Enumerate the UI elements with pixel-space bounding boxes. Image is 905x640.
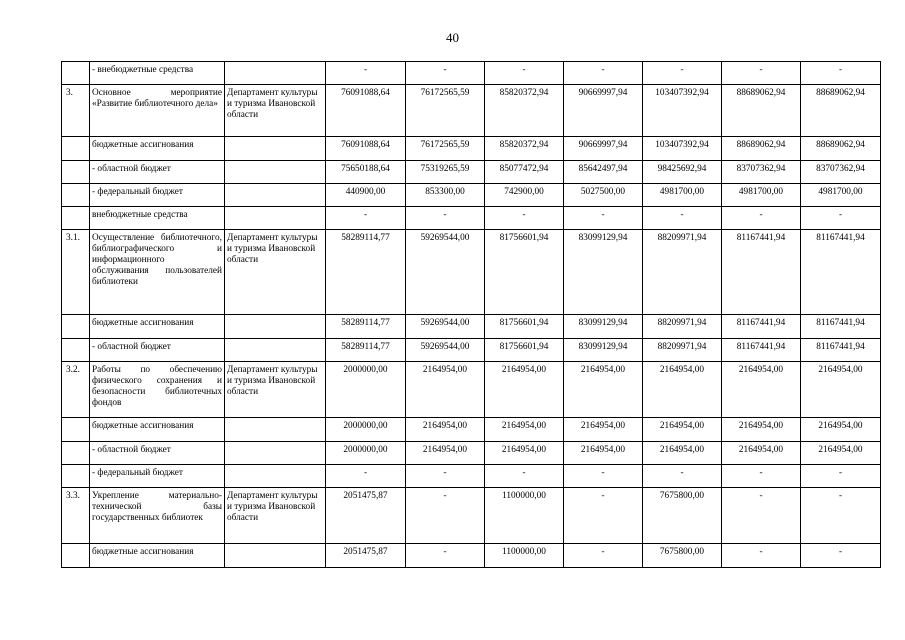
row-value-cell: 2164954,00: [643, 442, 722, 465]
row-department-cell: Департамент культуры и туризма Ивановской области: [225, 230, 326, 315]
row-value-cell: 1100000,00: [485, 488, 564, 544]
row-description-cell: бюджетные ассигнования: [90, 544, 225, 568]
budget-table: [61, 61, 881, 568]
row-value-cell: 58289114,77: [326, 230, 406, 315]
row-value-cell: -: [801, 62, 881, 85]
row-value-cell: 2164954,00: [485, 362, 564, 418]
row-department-cell: [225, 62, 326, 85]
row-value-cell: -: [485, 465, 564, 488]
row-value-cell: -: [564, 465, 643, 488]
row-value-cell: 90669997,94: [564, 85, 643, 137]
row-value-cell: -: [801, 207, 881, 230]
row-value-cell: 81167441,94: [801, 230, 881, 315]
row-value-cell: -: [643, 62, 722, 85]
row-value-cell: 81167441,94: [801, 339, 881, 362]
table-row: [62, 161, 881, 184]
row-value-cell: 1100000,00: [485, 544, 564, 568]
row-value-cell: 76091088,64: [326, 137, 406, 161]
row-value-cell: 7675800,00: [643, 488, 722, 544]
row-description-cell: Работы по обеспечению физического сохранения и безопасности библиотечных фондов: [90, 362, 225, 418]
row-description-cell: бюджетные ассигнования: [90, 137, 225, 161]
row-value-cell: 88689062,94: [722, 137, 801, 161]
row-value-cell: -: [326, 465, 406, 488]
row-value-cell: -: [326, 62, 406, 85]
row-value-cell: -: [406, 207, 485, 230]
row-description-cell: Осуществление библиотечного, библиографического и информационного обслуживания пользователей библиотеки: [90, 230, 225, 315]
row-value-cell: -: [485, 207, 564, 230]
row-description-cell: Основное мероприятие «Развитие библиотечного дела»: [90, 85, 225, 137]
row-value-cell: 83707362,94: [801, 161, 881, 184]
row-value-cell: -: [801, 465, 881, 488]
row-description-cell: - областной бюджет: [90, 161, 225, 184]
row-value-cell: -: [722, 488, 801, 544]
row-code-cell: [62, 184, 90, 207]
row-value-cell: 59269544,00: [406, 339, 485, 362]
row-department-cell: [225, 465, 326, 488]
row-value-cell: 2164954,00: [485, 442, 564, 465]
row-description-cell: - внебюджетные средства: [90, 62, 225, 85]
row-value-cell: 2164954,00: [643, 418, 722, 442]
row-value-cell: 81167441,94: [801, 315, 881, 339]
row-value-cell: 2051475,87: [326, 488, 406, 544]
row-value-cell: -: [406, 544, 485, 568]
row-description-cell: - федеральный бюджет: [90, 184, 225, 207]
row-value-cell: 103407392,94: [643, 85, 722, 137]
row-value-cell: 2164954,00: [722, 442, 801, 465]
row-value-cell: 5027500,00: [564, 184, 643, 207]
row-value-cell: 59269544,00: [406, 230, 485, 315]
row-value-cell: 2164954,00: [564, 442, 643, 465]
row-value-cell: 81167441,94: [722, 230, 801, 315]
row-description-cell: Укрепление материально-технической базы государственных библиотек: [90, 488, 225, 544]
row-code-cell: 3.2.: [62, 362, 90, 418]
row-value-cell: 76172565,59: [406, 85, 485, 137]
row-value-cell: 2000000,00: [326, 442, 406, 465]
row-value-cell: 440900,00: [326, 184, 406, 207]
row-code-cell: [62, 315, 90, 339]
row-description-cell: бюджетные ассигнования: [90, 418, 225, 442]
row-value-cell: 2164954,00: [406, 418, 485, 442]
row-code-cell: [62, 465, 90, 488]
table-row: [62, 62, 881, 85]
row-description-cell: бюджетные ассигнования: [90, 315, 225, 339]
row-value-cell: 853300,00: [406, 184, 485, 207]
row-value-cell: -: [801, 544, 881, 568]
row-value-cell: 59269544,00: [406, 315, 485, 339]
row-value-cell: 81756601,94: [485, 315, 564, 339]
row-value-cell: 58289114,77: [326, 315, 406, 339]
row-value-cell: 85077472,94: [485, 161, 564, 184]
row-department-cell: [225, 418, 326, 442]
table-row: [62, 442, 881, 465]
row-value-cell: 4981700,00: [801, 184, 881, 207]
row-value-cell: 2164954,00: [801, 442, 881, 465]
row-code-cell: 3.1.: [62, 230, 90, 315]
row-code-cell: 3.: [62, 85, 90, 137]
table-row: [62, 85, 881, 137]
table-row: [62, 544, 881, 568]
row-value-cell: -: [722, 544, 801, 568]
row-description-cell: - областной бюджет: [90, 442, 225, 465]
row-code-cell: [62, 339, 90, 362]
row-value-cell: 2164954,00: [801, 418, 881, 442]
row-value-cell: 76172565,59: [406, 137, 485, 161]
row-code-cell: [62, 418, 90, 442]
row-department-cell: [225, 207, 326, 230]
row-value-cell: 2164954,00: [643, 362, 722, 418]
row-value-cell: 81167441,94: [722, 315, 801, 339]
row-value-cell: 2164954,00: [801, 362, 881, 418]
row-value-cell: 4981700,00: [722, 184, 801, 207]
row-value-cell: 81756601,94: [485, 230, 564, 315]
row-value-cell: -: [801, 488, 881, 544]
row-value-cell: 88209971,94: [643, 230, 722, 315]
row-value-cell: 58289114,77: [326, 339, 406, 362]
row-value-cell: 2000000,00: [326, 362, 406, 418]
row-value-cell: 85642497,94: [564, 161, 643, 184]
row-description-cell: - федеральный бюджет: [90, 465, 225, 488]
row-code-cell: [62, 207, 90, 230]
row-value-cell: 2164954,00: [564, 418, 643, 442]
row-department-cell: [225, 184, 326, 207]
row-value-cell: -: [485, 62, 564, 85]
row-value-cell: -: [564, 488, 643, 544]
row-value-cell: -: [406, 465, 485, 488]
row-value-cell: 88209971,94: [643, 339, 722, 362]
table-row: [62, 207, 881, 230]
row-value-cell: 81756601,94: [485, 339, 564, 362]
row-value-cell: 83099129,94: [564, 315, 643, 339]
table-row: [62, 418, 881, 442]
row-value-cell: 88689062,94: [801, 85, 881, 137]
row-code-cell: 3.3.: [62, 488, 90, 544]
row-value-cell: -: [722, 207, 801, 230]
row-value-cell: 85820372,94: [485, 85, 564, 137]
row-value-cell: 742900,00: [485, 184, 564, 207]
page-number: 40: [446, 30, 459, 45]
row-value-cell: 2000000,00: [326, 418, 406, 442]
row-code-cell: [62, 137, 90, 161]
row-description-cell: внебюджетные средства: [90, 207, 225, 230]
row-code-cell: [62, 544, 90, 568]
row-value-cell: 83099129,94: [564, 230, 643, 315]
table-row: [62, 184, 881, 207]
row-value-cell: -: [564, 207, 643, 230]
row-value-cell: 2164954,00: [722, 418, 801, 442]
table-row: [62, 339, 881, 362]
row-value-cell: 81167441,94: [722, 339, 801, 362]
table-row: [62, 362, 881, 418]
row-value-cell: 2164954,00: [485, 418, 564, 442]
row-value-cell: 88689062,94: [722, 85, 801, 137]
row-value-cell: 83099129,94: [564, 339, 643, 362]
row-department-cell: [225, 161, 326, 184]
table-row: [62, 315, 881, 339]
row-value-cell: 83707362,94: [722, 161, 801, 184]
row-value-cell: 75650188,64: [326, 161, 406, 184]
row-department-cell: Департамент культуры и туризма Ивановской области: [225, 362, 326, 418]
row-value-cell: -: [722, 465, 801, 488]
row-value-cell: 2164954,00: [564, 362, 643, 418]
row-value-cell: 103407392,94: [643, 137, 722, 161]
row-code-cell: [62, 442, 90, 465]
row-value-cell: -: [326, 207, 406, 230]
row-value-cell: -: [722, 62, 801, 85]
row-code-cell: [62, 161, 90, 184]
row-value-cell: -: [643, 207, 722, 230]
row-value-cell: -: [406, 488, 485, 544]
row-value-cell: 75319265,59: [406, 161, 485, 184]
row-code-cell: [62, 62, 90, 85]
row-value-cell: -: [564, 62, 643, 85]
row-department-cell: [225, 339, 326, 362]
row-department-cell: [225, 315, 326, 339]
table-row: [62, 465, 881, 488]
table-row: [62, 137, 881, 161]
row-value-cell: 88689062,94: [801, 137, 881, 161]
row-value-cell: 76091088,64: [326, 85, 406, 137]
row-value-cell: 2164954,00: [406, 362, 485, 418]
row-value-cell: 2051475,87: [326, 544, 406, 568]
row-department-cell: Департамент культуры и туризма Ивановской области: [225, 488, 326, 544]
table-row: [62, 230, 881, 315]
row-value-cell: 4981700,00: [643, 184, 722, 207]
row-value-cell: 2164954,00: [406, 442, 485, 465]
row-value-cell: 98425692,94: [643, 161, 722, 184]
row-value-cell: -: [643, 465, 722, 488]
row-value-cell: -: [564, 544, 643, 568]
row-value-cell: 88209971,94: [643, 315, 722, 339]
table-row: [62, 488, 881, 544]
row-value-cell: -: [406, 62, 485, 85]
row-value-cell: 90669997,94: [564, 137, 643, 161]
row-department-cell: [225, 544, 326, 568]
row-value-cell: 7675800,00: [643, 544, 722, 568]
row-value-cell: 2164954,00: [722, 362, 801, 418]
row-value-cell: 85820372,94: [485, 137, 564, 161]
row-department-cell: [225, 137, 326, 161]
row-department-cell: Департамент культуры и туризма Ивановской области: [225, 85, 326, 137]
row-department-cell: [225, 442, 326, 465]
row-description-cell: - областной бюджет: [90, 339, 225, 362]
